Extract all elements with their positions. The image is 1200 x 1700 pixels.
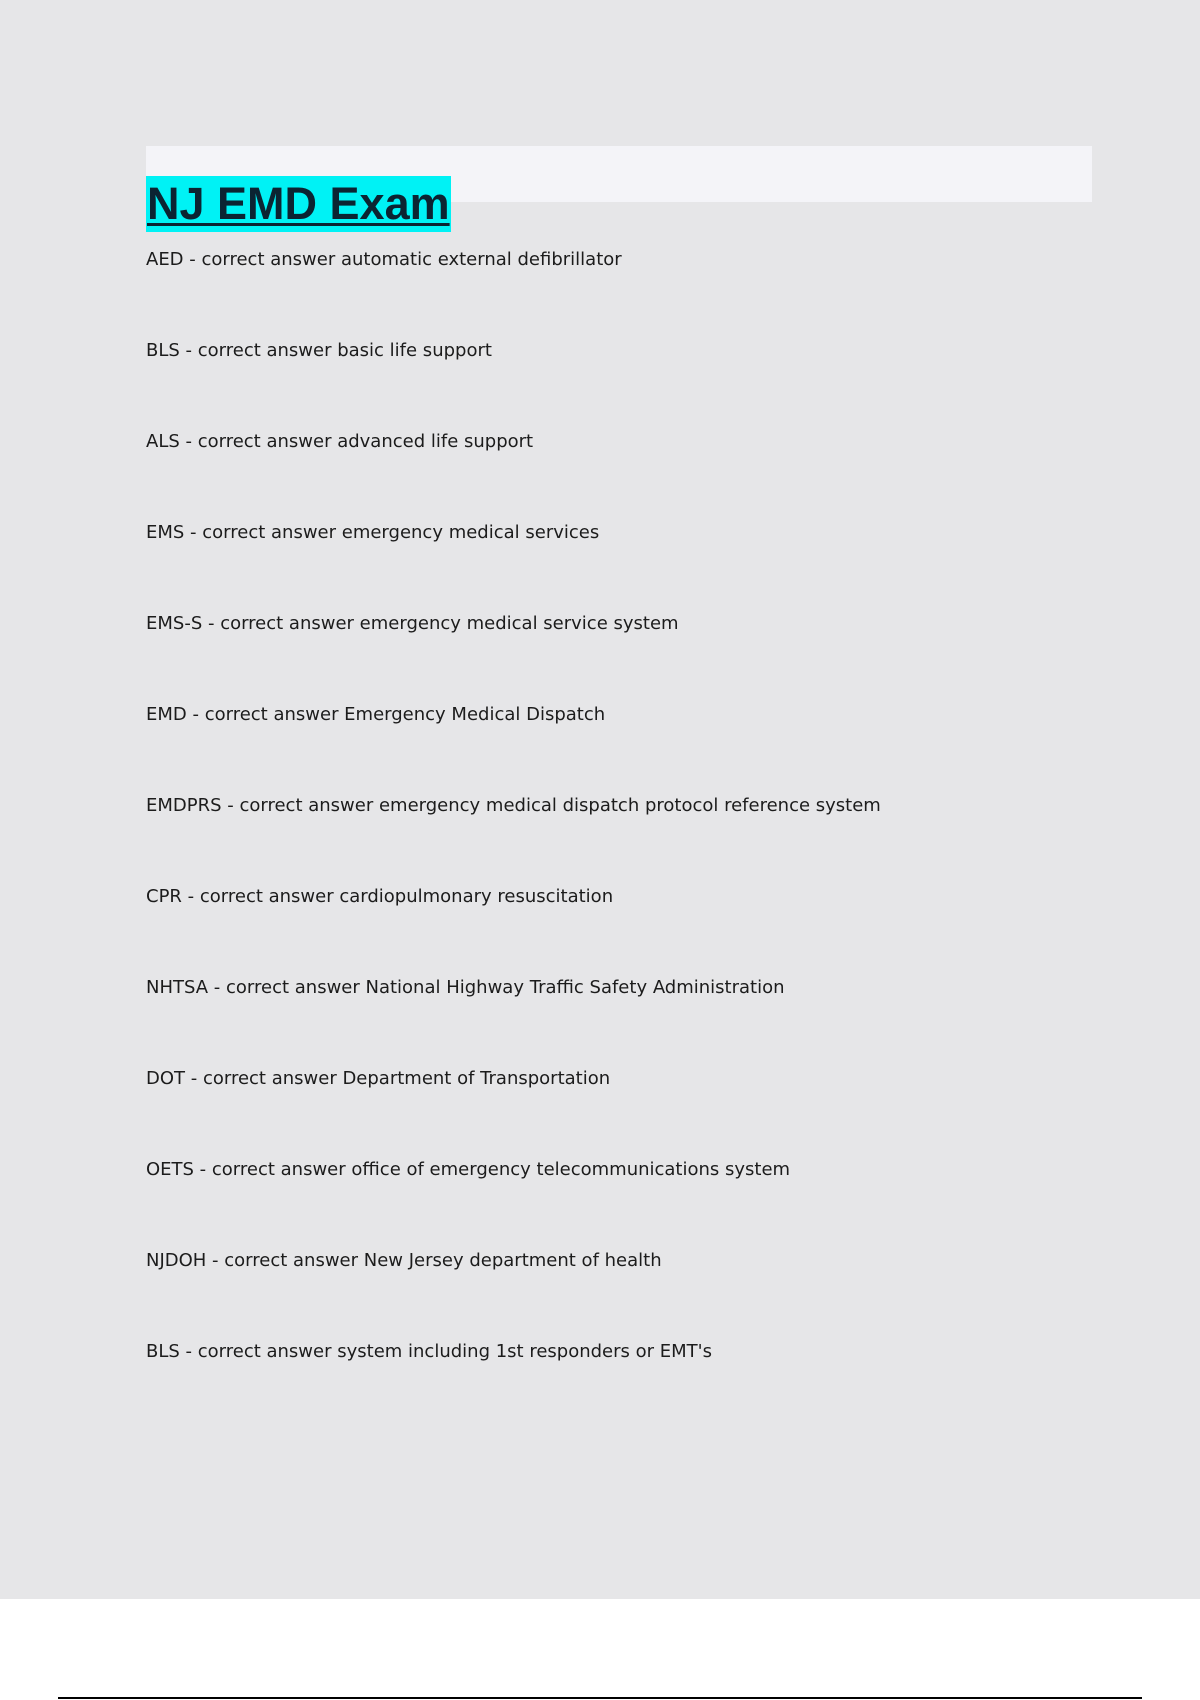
entry-als: ALS - correct answer advanced life support	[146, 431, 534, 452]
entry-oets: OETS - correct answer office of emergency telecommunications system	[146, 1159, 791, 1180]
entry-emd: EMD - correct answer Emergency Medical Dispatch	[146, 704, 606, 725]
entry-ems: EMS - correct answer emergency medical services	[146, 522, 600, 543]
entry-dot: DOT - correct answer Department of Transportation	[146, 1068, 611, 1089]
entry-emdprs: EMDPRS - correct answer emergency medical dispatch protocol reference system	[146, 795, 881, 816]
entry-bls-system: BLS - correct answer system including 1st responders or EMT's	[146, 1341, 712, 1362]
document-title: NJ EMD Exam	[146, 176, 451, 232]
entry-bls: BLS - correct answer basic life support	[146, 340, 492, 361]
entry-cpr: CPR - correct answer cardiopulmonary resuscitation	[146, 886, 614, 907]
bottom-rule	[58, 1697, 1142, 1699]
entry-nhtsa: NHTSA - correct answer National Highway Traffic Safety Administration	[146, 977, 785, 998]
entry-aed: AED - correct answer automatic external defibrillator	[146, 249, 622, 270]
entry-njdoh: NJDOH - correct answer New Jersey department of health	[146, 1250, 662, 1271]
entry-list	[146, 244, 881, 1427]
entry-ems-s: EMS-S - correct answer emergency medical service system	[146, 613, 679, 634]
